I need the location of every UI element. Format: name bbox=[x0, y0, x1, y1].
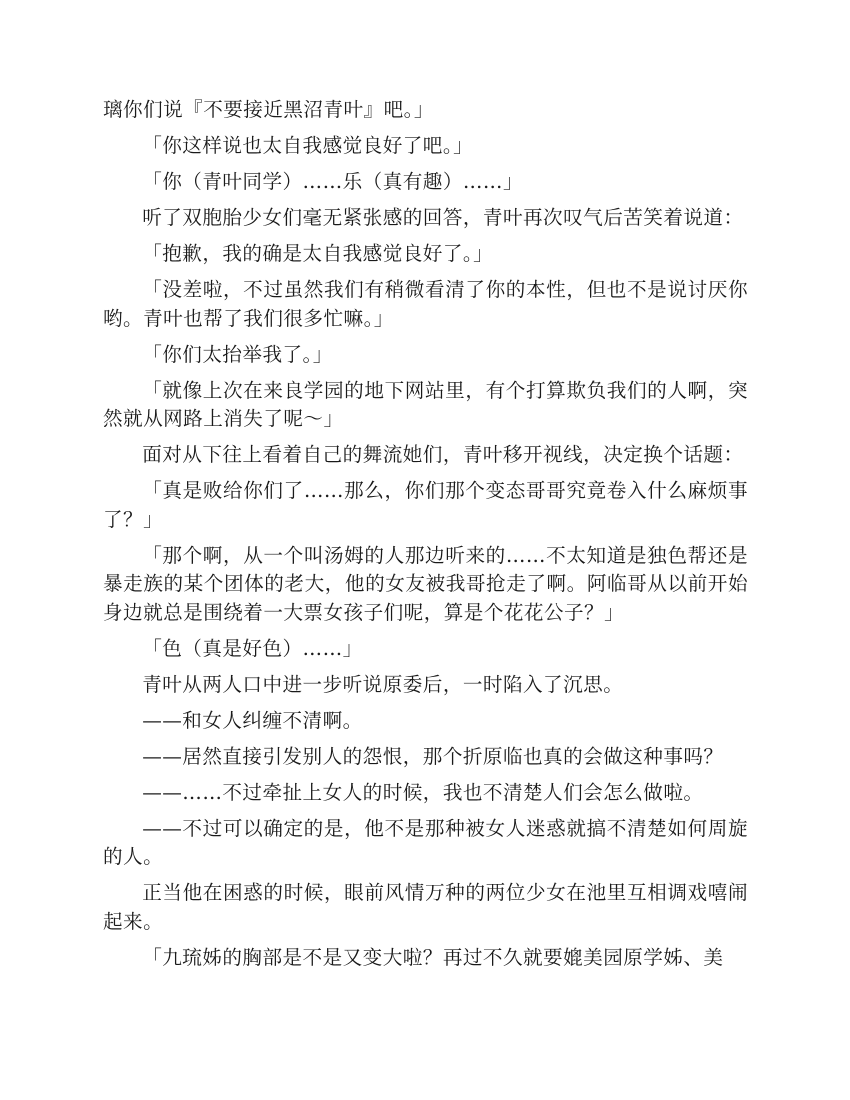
paragraph: ——不过可以确定的是，他不是那种被女人迷惑就搞不清楚如何周旋的人。 bbox=[103, 816, 748, 868]
paragraph: 「那个啊，从一个叫汤姆的人那边听来的……不太知道是独色帮还是暴走族的某个团体的老大，他的女友被我哥抢走了啊。阿临哥从以前开始身边就总是围绕着一大票女孩子们呢，算是个花花公子？」 bbox=[103, 543, 748, 624]
paragraph: 「你们太抬举我了。」 bbox=[142, 342, 333, 366]
paragraph: 「没差啦，不过虽然我们有稍微看清了你的本性，但也不是说讨厌你哟。青叶也帮了我们很多忙嘛。」 bbox=[103, 278, 748, 330]
paragraph: 「你（青叶同学）……乐（真有趣）……」 bbox=[142, 170, 524, 193]
paragraph: 「真是败给你们了……那么，你们那个变态哥哥究竟卷入什么麻烦事了？」 bbox=[103, 479, 748, 531]
paragraph: 「抱歉，我的确是太自我感觉良好了。」 bbox=[142, 242, 494, 265]
paragraph: ——和女人纠缠不清啊。 bbox=[142, 708, 363, 732]
paragraph: 面对从下往上看着自己的舞流她们，青叶移开视线，决定换个话题： bbox=[142, 443, 744, 466]
paragraph: 璃你们说『不要接近黑沼青叶』吧。」 bbox=[103, 98, 434, 121]
paragraph: 听了双胞胎少女们毫无紧张感的回答，青叶再次叹气后苦笑着说道： bbox=[142, 206, 744, 229]
paragraph: 「色（真是好色）……」 bbox=[142, 636, 363, 660]
paragraph: ——……不过牵扯上女人的时候，我也不清楚人们会怎么做啦。 bbox=[142, 780, 704, 804]
paragraph: 「你这样说也太自我感觉良好了吧。」 bbox=[142, 134, 474, 157]
paragraph: 正当他在困惑的时候，眼前风情万种的两位少女在池里互相调戏嘻闹起来。 bbox=[103, 881, 748, 933]
paragraph: ——居然直接引发别人的怨恨，那个折原临也真的会做这种事吗？ bbox=[142, 744, 724, 768]
paragraph: 「九琉姊的胸部是不是又变大啦？再过不久就要媲美园原学姊、美 bbox=[142, 945, 724, 969]
paragraph: 青叶从两人口中进一步听说原委后，一时陷入了沉思。 bbox=[142, 672, 624, 696]
paragraph: 「就像上次在来良学园的地下网站里，有个打算欺负我们的人啊，突然就从网路上消失了呢～」 bbox=[103, 378, 748, 430]
novel-text-body bbox=[103, 96, 748, 980]
